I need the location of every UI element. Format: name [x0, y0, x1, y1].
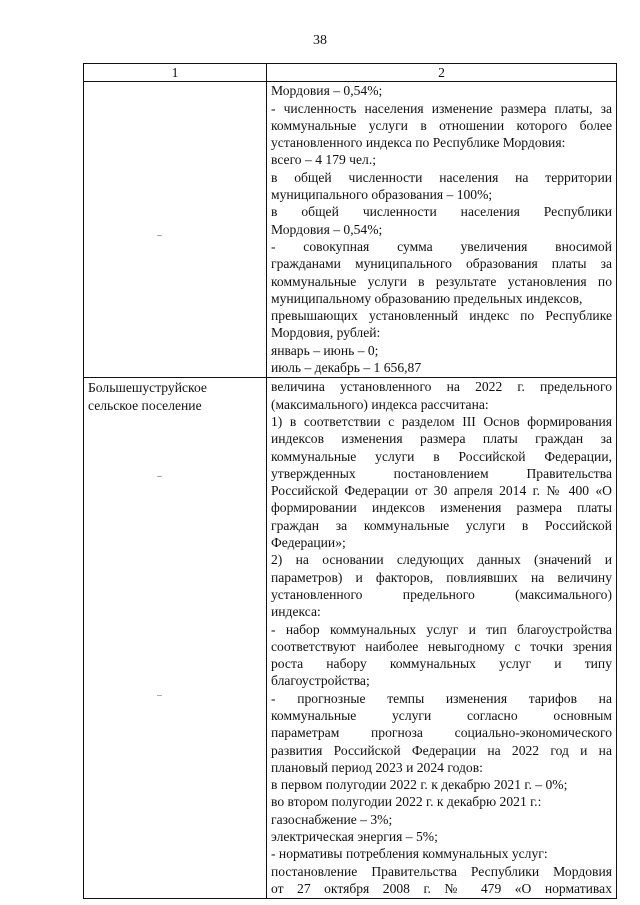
text-line: формировании индексов изменения размера платы: [271, 500, 612, 516]
text-line: коммунальные услуги в Российской Федерации,: [271, 448, 612, 464]
text-line: коммунальные услуги в результате установления по: [271, 273, 612, 289]
text-line: июль – декабрь – 1 656,87: [271, 360, 422, 376]
municipality-cell: [84, 378, 267, 899]
text-line: - набор коммунальных услуг и тип благоустройства: [271, 621, 612, 637]
text-line: в общей численности населения Республики: [271, 204, 612, 220]
text-line: январь – июнь – 0;: [271, 342, 379, 358]
text-line: коммунальные услуги в отношении которого более: [271, 117, 612, 133]
text-line: величина установленного на 2022 г. предельного: [271, 379, 612, 395]
text-line: плановый период 2023 и 2024 годов:: [271, 759, 483, 775]
text-line: - нормативы потребления коммунальных услуг:: [271, 846, 548, 862]
text-line: установленного индекса по Республике Мордовия:: [271, 135, 566, 151]
text-line: индекса:: [271, 604, 321, 620]
text-line: - прогнозные темпы изменения тарифов на: [271, 690, 612, 706]
column-header-2: 2: [267, 64, 617, 82]
text-line: Федерации»;: [271, 535, 346, 551]
table-row: [84, 82, 617, 378]
text-line: установленного предельного (максимального): [271, 586, 612, 602]
text-line: утвержденных постановлением Правительства: [271, 465, 612, 481]
text-line: Российской Федерации от 30 апреля 2014 г. № 400 «О: [271, 483, 612, 499]
text-line: во втором полугодии 2022 г. к декабрю 2021 г.:: [271, 794, 542, 810]
text-line: Мордовия – 0,54%;: [271, 221, 383, 237]
scan-mark: [157, 476, 162, 477]
text-line: электрическая энергия – 5%;: [271, 829, 438, 845]
text-line: превышающих установленный индекс по Республике: [271, 308, 612, 324]
municipality-cell: [84, 82, 267, 378]
column-header-1: 1: [84, 64, 267, 82]
text-line: - совокупная сумма увеличения вносимой: [271, 238, 612, 254]
text-line: в первом полугодии 2022 г. к декабрю 2021 г. – 0%;: [271, 777, 568, 793]
text-line: граждан за коммунальные услуги в Российской: [271, 517, 612, 533]
text-line: коммунальные услуги согласно основным: [271, 707, 612, 723]
table-row: [84, 378, 617, 899]
scan-mark: [157, 235, 162, 236]
details-cell: [267, 82, 617, 378]
text-line: постановление Правительства Республики Мордовия: [271, 863, 612, 879]
text-line: всего – 4 179 чел.;: [271, 152, 377, 168]
tariff-index-table: [83, 63, 617, 899]
text-line: индексов изменения размера платы граждан за: [271, 431, 612, 447]
text-line: Мордовия, рублей:: [271, 325, 381, 341]
text-line: роста набору коммунальных услуг и типу: [271, 656, 612, 672]
text-line: 2) на основании следующих данных (значений и: [271, 552, 612, 568]
text-line: муниципального образования – 100%;: [271, 187, 493, 203]
text-line: гражданами муниципального образования платы за: [271, 256, 612, 272]
text-line: от 27 октября 2008 г. № 479 «О нормативах: [271, 880, 612, 896]
municipality-name-line: Большешуструйское: [88, 380, 207, 396]
text-line: развития Российской Федерации на 2022 год и на: [271, 742, 612, 758]
scan-mark: [157, 695, 162, 696]
text-line: газоснабжение – 3%;: [271, 811, 393, 827]
text-line: благоустройства;: [271, 673, 370, 689]
table-header-row: [84, 64, 617, 82]
text-line: Мордовия – 0,54%;: [271, 83, 383, 99]
text-line: соответствуют наиболее невыгодному с точки зрения: [271, 638, 612, 654]
text-line: в общей численности населения на территории: [271, 169, 612, 185]
municipality-name-line: сельское поселение: [88, 397, 202, 413]
text-line: 1) в соответствии с разделом III Основ формирования: [271, 413, 612, 429]
page-number: 38: [313, 33, 327, 48]
text-line: параметров) и факторов, повлиявших на величину: [271, 569, 612, 585]
text-line: муниципальному образованию предельных индексов,: [271, 290, 583, 306]
text-line: (максимального) индекса рассчитана:: [271, 396, 489, 412]
text-line: параметрам прогноза социально-экономического: [271, 725, 612, 741]
details-cell: [267, 378, 617, 899]
text-line: - численность населения изменение размера платы, за: [271, 100, 612, 116]
